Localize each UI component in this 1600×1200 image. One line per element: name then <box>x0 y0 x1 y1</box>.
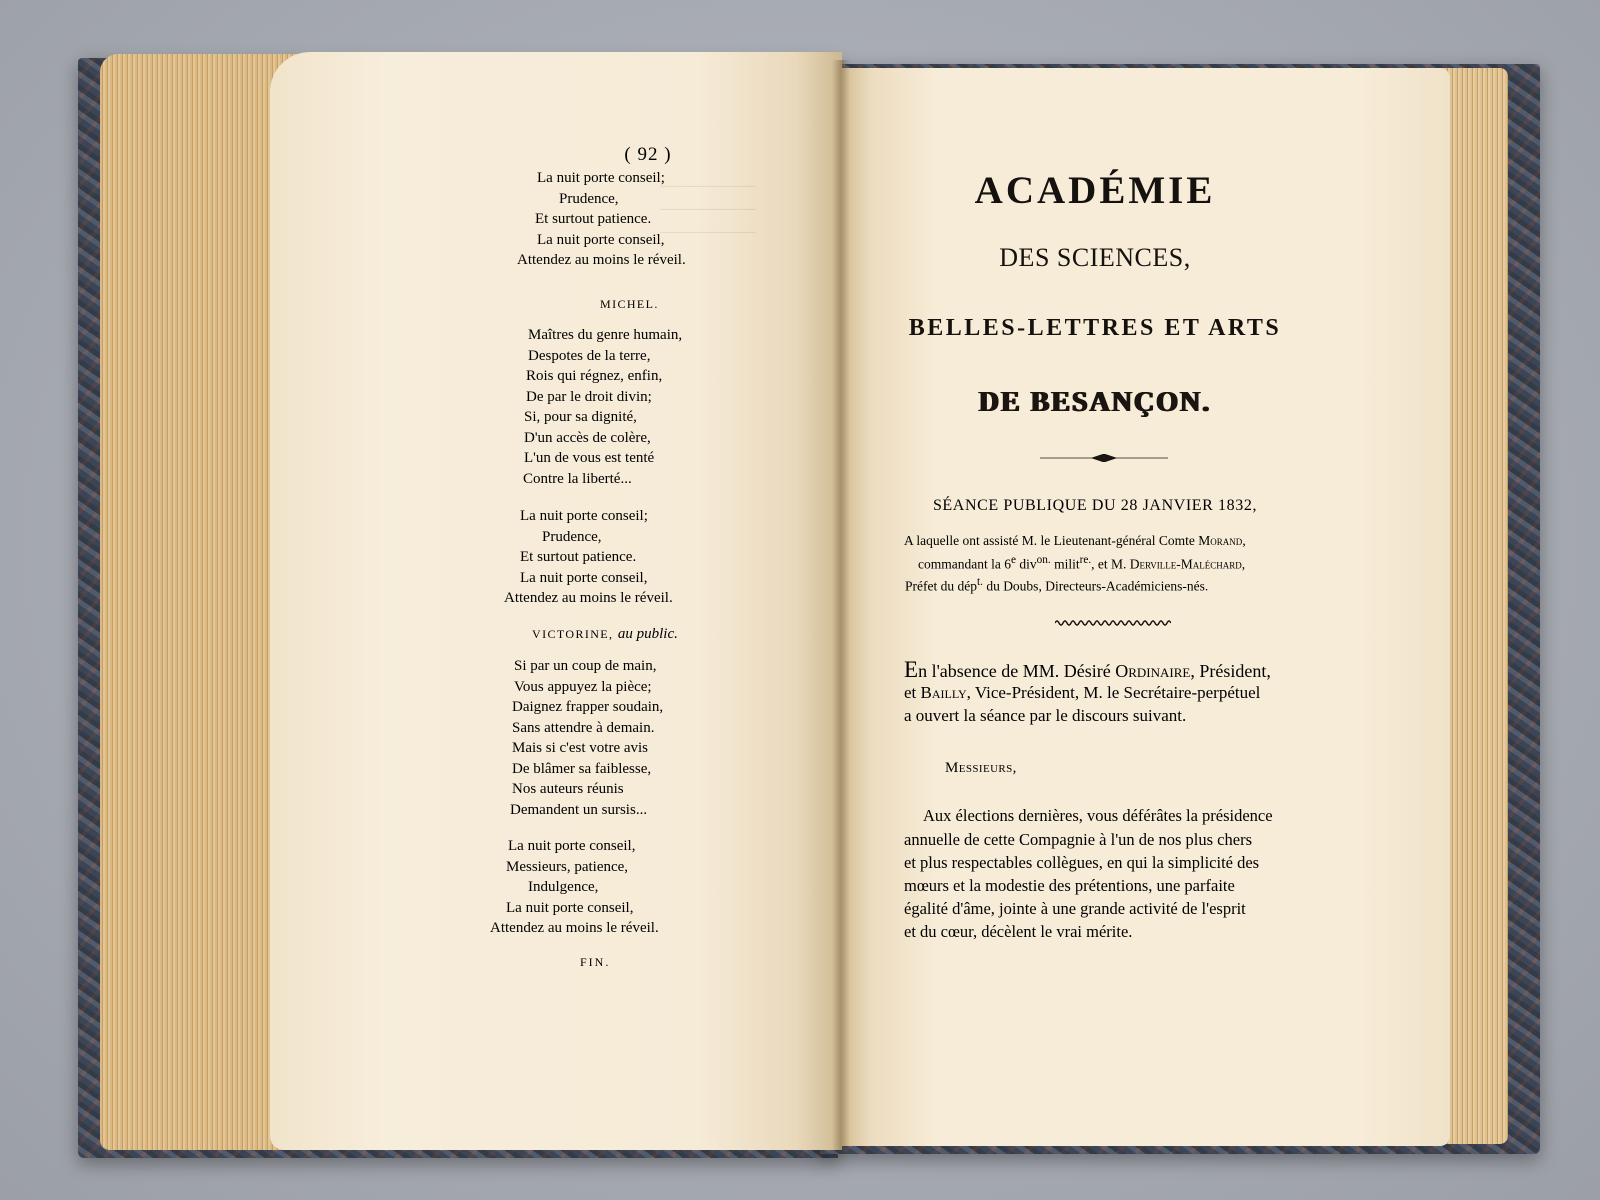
verse-line: Mais si c'est votre avis <box>512 740 649 756</box>
verse-line: De blâmer sa faiblesse, <box>512 760 652 777</box>
speaker-victorine <box>532 626 678 643</box>
verse-line: Demandent un sursis... <box>510 801 648 818</box>
intro-line-1 <box>904 657 1271 683</box>
attendance-text: , <box>1242 533 1246 548</box>
stanza-2 <box>523 325 683 489</box>
ornament-rule <box>1040 454 1168 462</box>
attendance-line-1 <box>904 533 1246 549</box>
wavy-divider <box>1055 619 1171 627</box>
page-edges-right <box>1440 68 1508 1144</box>
stanza-4 <box>510 656 664 820</box>
stanza-5 <box>490 836 659 939</box>
body-line: mœurs et la modestie des prétentions, une parfaite <box>904 876 1235 895</box>
verse-line: Daignez frapper soudain, <box>512 699 664 715</box>
verse-line: La nuit porte conseil, <box>506 899 634 916</box>
verse-line: Vous appuyez la pièce; <box>514 678 652 695</box>
right-page <box>840 68 1450 1146</box>
title-besancon: DE BESANÇON. <box>978 387 1212 418</box>
title-belles-lettres: BELLES-LETTRES ET ARTS <box>908 315 1282 341</box>
speaker-name: VICTORINE, <box>532 627 614 641</box>
verse-line: D'un accès de colère, <box>524 429 651 446</box>
verse-line: L'un de vous est tenté <box>524 450 655 466</box>
verse-line: Nos auteurs réunis <box>512 781 624 797</box>
intro-line-3: a ouvert la séance par le discours suivant. <box>904 706 1187 725</box>
body-line: Aux élections dernières, vous déférâtes la présidence <box>923 806 1273 825</box>
verse-line: Prudence, <box>559 190 619 207</box>
body-line: et plus respectables collègues, en qui la simplicité des <box>904 853 1260 872</box>
stanza-1 <box>517 168 686 271</box>
attendance-superscript: re. <box>1079 554 1092 566</box>
verse-line: Contre la liberté... <box>523 470 632 487</box>
attendance-name: Derville-Maléchard <box>1129 556 1242 572</box>
verse-line: Indulgence, <box>528 879 599 895</box>
body-line: annuelle de cette Compagnie à l'un de nos plus chers <box>904 830 1252 849</box>
verse-line: Si par un coup de main, <box>514 658 657 674</box>
attendance-line-3 <box>905 576 1208 595</box>
intro-text: et <box>904 683 921 702</box>
speaker-michel: MICHEL. <box>600 297 659 311</box>
attendance-text: A laquelle ont assisté M. le Lieutenant-général Comte <box>904 533 1199 548</box>
body-line: égalité d'âme, jointe à une grande activité de l'esprit <box>904 899 1246 918</box>
verse-line: Attendez au moins le réveil. <box>517 252 686 268</box>
attendance-name: Morand <box>1198 533 1243 548</box>
show-through-text: ───────── ───────── ───────── <box>660 179 756 241</box>
verse-line: La nuit porte conseil, <box>520 569 648 586</box>
attendance-text: , <box>1241 556 1246 572</box>
attendance-superscript: t. <box>976 576 983 588</box>
title-des-sciences: DES SCIENCES, <box>999 243 1191 272</box>
intro-name: Ordinaire <box>1115 661 1191 681</box>
page-number: ( 92 ) <box>624 144 672 165</box>
verse-line: Si, pour sa dignité, <box>524 409 637 425</box>
verse-line: Despotes de la terre, <box>528 347 651 364</box>
book-gutter <box>832 60 850 1150</box>
verse-line: Prudence, <box>542 528 602 545</box>
salutation: Messieurs, <box>945 760 1017 776</box>
attendance-superscript: on. <box>1036 554 1051 566</box>
verse-line: Et surtout patience. <box>520 549 637 565</box>
verse-line: Rois qui régnez, enfin, <box>526 368 663 384</box>
verse-line: Attendez au moins le réveil. <box>504 590 673 606</box>
attendance-text: , et M. <box>1091 556 1130 572</box>
end-mark: FIN. <box>580 955 611 969</box>
verse-line: Maîtres du genre humain, <box>528 327 683 343</box>
attendance-text: Préfet du dép <box>905 578 977 594</box>
intro-text: n l'absence de MM. Désiré <box>918 661 1116 681</box>
verse-line: Sans attendre à demain. <box>512 719 655 736</box>
verse-line: La nuit porte conseil, <box>508 838 636 854</box>
verse-line: La nuit porte conseil; <box>520 508 648 524</box>
drop-cap: E <box>904 657 919 682</box>
session-heading: SÉANCE PUBLIQUE DU 28 JANVIER 1832, <box>932 497 1258 514</box>
attendance-text: commandant la 6 <box>918 556 1011 572</box>
intro-line-2 <box>904 683 1260 703</box>
stage-direction: au public. <box>617 626 678 642</box>
intro-name: Bailly <box>920 683 967 702</box>
intro-text: , Président, <box>1190 661 1271 681</box>
verse-line: Et surtout patience. <box>535 211 652 227</box>
body-line: et du cœur, décèlent le vrai mérite. <box>904 922 1133 941</box>
verse-line: De par le droit divin; <box>526 388 652 405</box>
attendance-text: milit <box>1050 556 1080 572</box>
verse-line: Attendez au moins le réveil. <box>490 920 659 936</box>
attendance-text: div <box>1015 556 1037 572</box>
intro-text: , Vice-Président, M. le Secrétaire-perpétuel <box>966 683 1261 702</box>
attendance-text: du Doubs, Directeurs-Académiciens-nés. <box>982 578 1209 594</box>
title-academie: ACADÉMIE <box>974 169 1216 212</box>
attendance-superscript: e <box>1010 554 1016 566</box>
stanza-3 <box>504 506 673 609</box>
verse-line: La nuit porte conseil, <box>537 231 665 248</box>
verse-line: Messieurs, patience, <box>506 858 629 875</box>
attendance-line-2 <box>918 554 1245 573</box>
verse-line: La nuit porte conseil; <box>537 170 665 186</box>
